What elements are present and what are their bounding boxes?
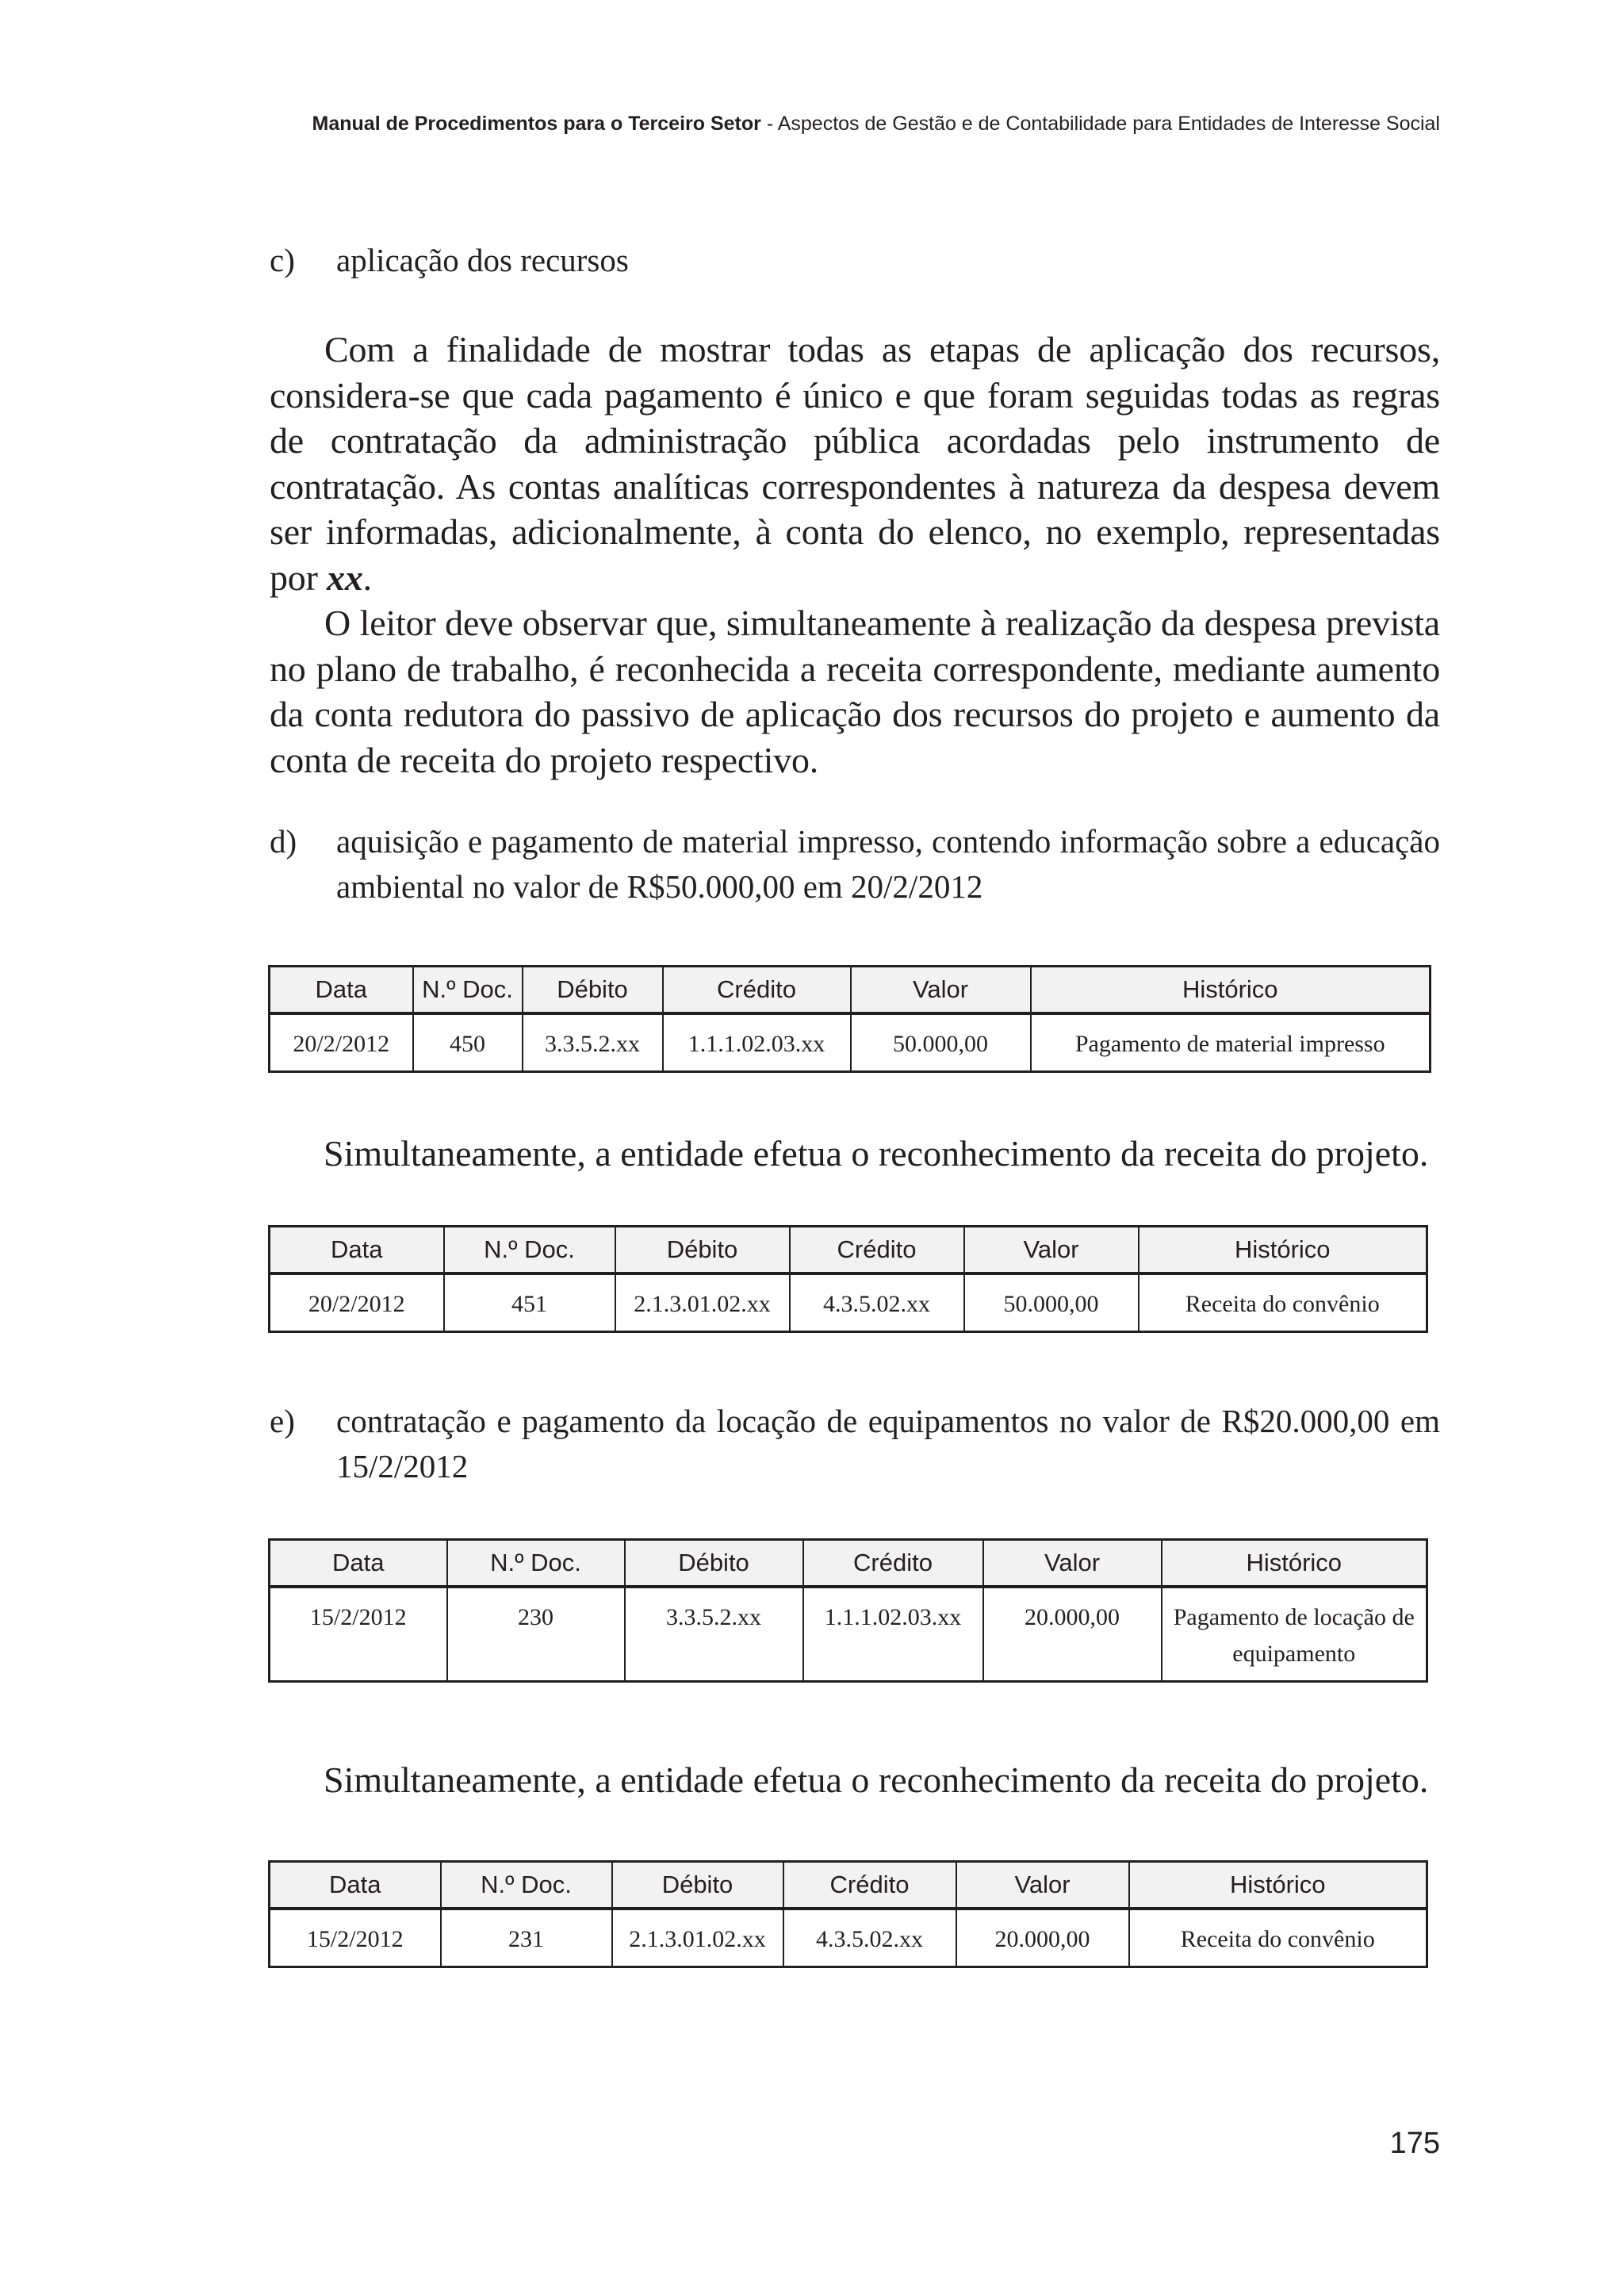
col-header-debito: Débito [612, 1862, 783, 1909]
col-header-credito: Crédito [783, 1862, 956, 1909]
list-item-d [270, 819, 1440, 910]
journal-table-4 [268, 1860, 1428, 1968]
paragraph-1-emphasis: xx [327, 557, 363, 598]
cell-credito: 4.3.5.02.xx [783, 1909, 956, 1967]
col-header-data: Data [270, 967, 413, 1014]
col-header-valor: Valor [956, 1862, 1129, 1909]
cell-doc: 230 [447, 1587, 625, 1682]
cell-credito: 4.3.5.02.xx [790, 1273, 964, 1332]
cell-debito: 2.1.3.01.02.xx [612, 1909, 783, 1967]
col-header-debito: Débito [523, 967, 663, 1014]
list-marker: e) [270, 1403, 295, 1439]
col-header-doc: N.º Doc. [413, 967, 523, 1014]
header-title: Manual de Procedimentos para o Terceiro Setor [312, 113, 761, 135]
list-marker: d) [270, 823, 297, 860]
col-header-valor: Valor [983, 1540, 1162, 1587]
cell-data: 20/2/2012 [270, 1273, 444, 1332]
col-header-data: Data [270, 1540, 447, 1587]
paragraph-1-end: . [362, 557, 372, 598]
col-header-credito: Crédito [790, 1227, 964, 1274]
list-item-e [270, 1399, 1440, 1489]
col-header-historico: Histórico [1139, 1227, 1427, 1274]
cell-data: 15/2/2012 [270, 1587, 447, 1682]
cell-credito: 1.1.1.02.03.xx [663, 1013, 851, 1072]
col-header-historico: Histórico [1031, 967, 1431, 1014]
running-header [312, 113, 1440, 136]
col-header-debito: Débito [615, 1227, 790, 1274]
cell-valor: 20.000,00 [956, 1909, 1129, 1967]
table-header-row [270, 1540, 1427, 1587]
col-header-credito: Crédito [663, 967, 851, 1014]
list-item-text: contratação e pagamento da locação de equipamentos no valor de R$20.000,00 em 15/2/2012 [336, 1403, 1440, 1484]
table-header-row [270, 1227, 1427, 1274]
list-item-text: aplicação dos recursos [336, 242, 629, 278]
cell-debito: 3.3.5.2.xx [523, 1013, 663, 1072]
cell-debito: 3.3.5.2.xx [625, 1587, 803, 1682]
cell-data: 20/2/2012 [270, 1013, 413, 1072]
paragraph-2: O leitor deve observar que, simultaneamente à realização da despesa prevista no plano de trabalho, é reconhecida a receita correspondente, mediante aumento da conta redutora do passivo de aplicação dos recursos do projeto e aumento da conta de receita do projeto respectivo. [270, 603, 1440, 780]
journal-table-3 [268, 1538, 1428, 1683]
col-header-data: Data [270, 1862, 441, 1909]
col-header-doc: N.º Doc. [447, 1540, 625, 1587]
cell-data: 15/2/2012 [270, 1909, 441, 1967]
header-subtitle: Aspectos de Gestão e de Contabilidade para Entidades de Interesse Social [777, 113, 1440, 135]
table-row [270, 1013, 1431, 1072]
cell-historico: Pagamento de material impresso [1031, 1013, 1431, 1072]
header-separator: - [760, 113, 778, 135]
cell-debito: 2.1.3.01.02.xx [615, 1273, 790, 1332]
cell-historico: Receita do convênio [1139, 1273, 1427, 1332]
table-row [270, 1587, 1427, 1682]
list-item-c [270, 238, 1440, 283]
cell-valor: 20.000,00 [983, 1587, 1162, 1682]
body-text [270, 327, 1440, 783]
col-header-valor: Valor [964, 1227, 1139, 1274]
table-header-row [270, 967, 1431, 1014]
cell-doc: 231 [441, 1909, 612, 1967]
journal-table-1 [268, 965, 1431, 1073]
cell-valor: 50.000,00 [851, 1013, 1031, 1072]
col-header-historico: Histórico [1162, 1540, 1427, 1587]
table-header-row [270, 1862, 1427, 1909]
simultaneous-note-1: Simultaneamente, a entidade efetua o reconhecimento da receita do projeto. [324, 1133, 1429, 1174]
col-header-historico: Histórico [1129, 1862, 1427, 1909]
journal-table-2 [268, 1225, 1428, 1333]
col-header-doc: N.º Doc. [444, 1227, 615, 1274]
cell-historico: Receita do convênio [1129, 1909, 1427, 1967]
cell-credito: 1.1.1.02.03.xx [803, 1587, 983, 1682]
col-header-credito: Crédito [803, 1540, 983, 1587]
col-header-doc: N.º Doc. [441, 1862, 612, 1909]
cell-doc: 451 [444, 1273, 615, 1332]
col-header-debito: Débito [625, 1540, 803, 1587]
cell-historico: Pagamento de locação de equipamento [1162, 1587, 1427, 1682]
paragraph-1-text: Com a finalidade de mostrar todas as etapas de aplicação dos recursos, considera-se que cada pagamento é único e que foram seguidas todas as regras de contratação da administração pública acordadas pelo instrumento de contratação. As contas analíticas correspondentes à natureza da despesa devem ser informadas, adicionalmente, à conta do elenco, no exemplo, representadas por [270, 329, 1440, 598]
list-item-text: aquisição e pagamento de material impresso, contendo informação sobre a educação ambiental no valor de R$50.000,00 em 20/2/2012 [336, 823, 1440, 905]
table-row [270, 1909, 1427, 1967]
cell-doc: 450 [413, 1013, 523, 1072]
cell-valor: 50.000,00 [964, 1273, 1139, 1332]
list-marker: c) [270, 242, 295, 278]
col-header-data: Data [270, 1227, 444, 1274]
col-header-valor: Valor [851, 967, 1031, 1014]
simultaneous-note-2: Simultaneamente, a entidade efetua o reconhecimento da receita do projeto. [324, 1760, 1429, 1800]
page-number: 175 [1389, 2127, 1440, 2160]
table-row [270, 1273, 1427, 1332]
paragraph-1 [270, 327, 1440, 600]
